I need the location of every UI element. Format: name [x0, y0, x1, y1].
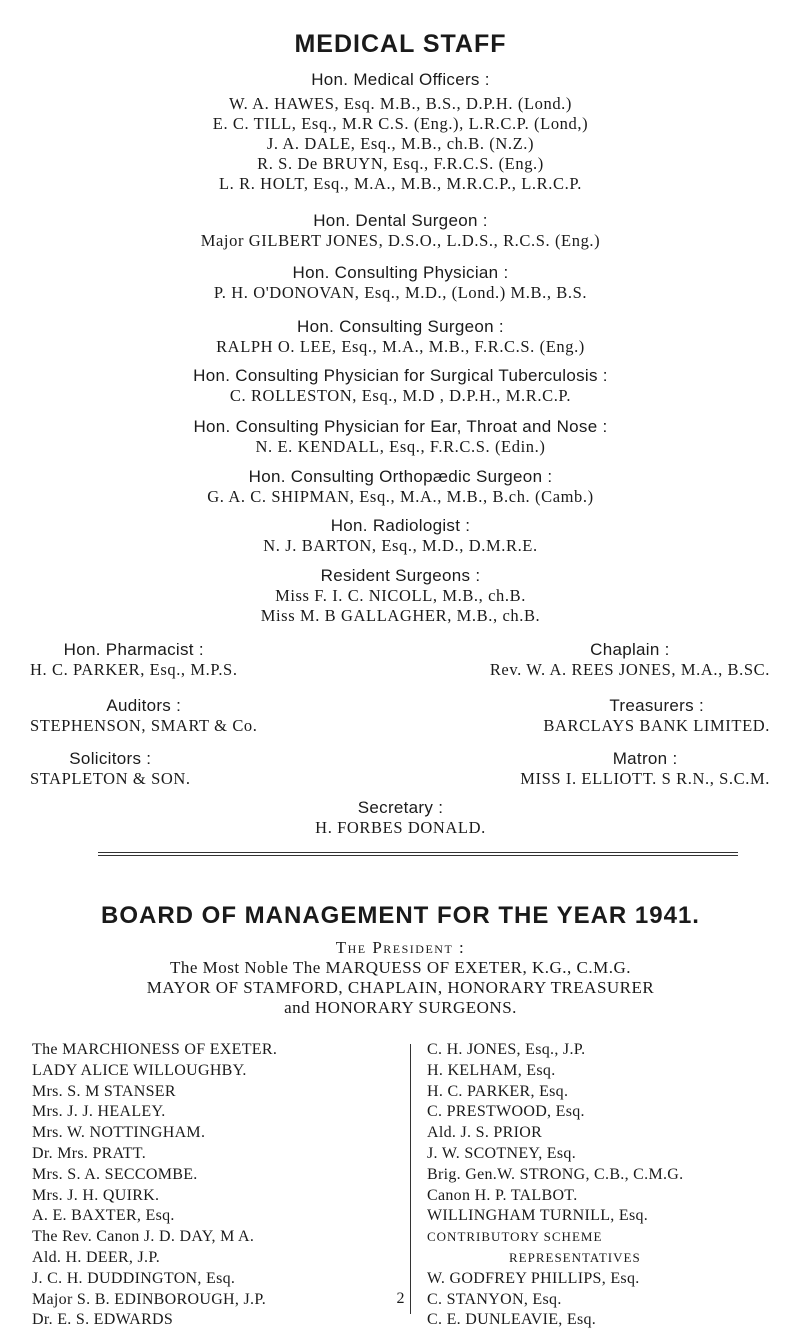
- section-title: Hon. Pharmacist :: [63, 640, 204, 659]
- staff-line: H. C. PARKER, Esq., M.P.S.: [30, 660, 238, 679]
- section-title: Hon. Consulting Physician for Surgical Tuberculosis :: [193, 366, 608, 385]
- board-line: The Most Noble The MARQUESS OF EXETER, K.G., C.M.G.: [169, 958, 632, 977]
- board-members: [32, 1040, 772, 1331]
- contributory-label: REPRESENTATIVES: [509, 1249, 641, 1265]
- section-consulting-physician: [0, 263, 801, 303]
- contributory-label: CONTRIBUTORY SCHEME: [427, 1229, 603, 1245]
- member: The Rev. Canon J. D. DAY, M A.: [32, 1228, 255, 1246]
- member: A. E. BAXTER, Esq.: [32, 1207, 175, 1225]
- member: W. GODFREY PHILLIPS, Esq.: [427, 1269, 640, 1287]
- section-title: Hon. Consulting Orthopædic Surgeon :: [248, 467, 553, 486]
- staff-line: Rev. W. A. REES JONES, M.A., B.SC.: [489, 660, 770, 679]
- member: Mrs. S. A. SECCOMBE.: [32, 1165, 198, 1183]
- section-title: Secretary :: [357, 798, 444, 817]
- section-title: Hon. Dental Surgeon :: [313, 211, 488, 230]
- section-title: Chaplain :: [590, 640, 670, 659]
- page-title: MEDICAL STAFF: [294, 30, 507, 58]
- member: C. PRESTWOOD, Esq.: [427, 1103, 585, 1121]
- section-surgical-tuberculosis: [0, 366, 801, 406]
- member: Mrs. J. J. HEALEY.: [32, 1103, 166, 1121]
- section-dental-surgeon: [0, 211, 801, 251]
- president-label: The President :: [335, 938, 466, 957]
- page-number: 2: [396, 1290, 405, 1307]
- staff-line: G. A. C. SHIPMAN, Esq., M.A., M.B., B.ch. (Camb.): [207, 487, 594, 506]
- pharmacist: [30, 640, 238, 680]
- staff-line: Miss M. B GALLAGHER, M.B., ch.B.: [260, 606, 541, 625]
- divider-rule: [98, 855, 738, 856]
- staff-line: C. ROLLESTON, Esq., M.D , D.P.H., M.R.C.P.: [229, 386, 572, 405]
- section-title: Hon. Medical Officers :: [311, 70, 490, 89]
- chaplain: [490, 640, 770, 680]
- member: Major S. B. EDINBOROUGH, J.P.: [32, 1290, 267, 1308]
- auditors: [30, 696, 258, 736]
- member: Mrs. W. NOTTINGHAM.: [32, 1124, 206, 1142]
- staff-line: MISS I. ELLIOTT. S R.N., S.C.M.: [520, 769, 770, 788]
- divider-rule: [98, 852, 738, 853]
- solicitors: [30, 749, 191, 789]
- section-consulting-surgeon: [0, 317, 801, 357]
- staff-line: H. FORBES DONALD.: [315, 818, 486, 837]
- members-right-column: [427, 1040, 683, 1331]
- member: WILLINGHAM TURNILL, Esq.: [427, 1207, 649, 1225]
- section-title: Resident Surgeons :: [320, 566, 481, 585]
- member: Ald. J. S. PRIOR: [427, 1124, 543, 1142]
- section-ear-throat-nose: [0, 417, 801, 457]
- section-title: Hon. Consulting Physician :: [292, 263, 509, 282]
- section-resident-surgeons: [0, 566, 801, 626]
- section-secretary: [0, 798, 801, 838]
- matron: [520, 749, 770, 789]
- staff-line: P. H. O'DONOVAN, Esq., M.D., (Lond.) M.B., B.S.: [213, 283, 588, 302]
- section-title: Hon. Consulting Physician for Ear, Throat and Nose :: [193, 417, 608, 436]
- member: Mrs. S. M STANSER: [32, 1082, 176, 1100]
- treasurers: [543, 696, 770, 736]
- staff-line: STEPHENSON, SMART & Co.: [30, 716, 258, 735]
- member: The MARCHIONESS OF EXETER.: [32, 1041, 278, 1058]
- section-orthopaedic-surgeon: [0, 467, 801, 507]
- member: Brig. Gen.W. STRONG, C.B., C.M.G.: [427, 1165, 684, 1183]
- member: J. C. H. DUDDINGTON, Esq.: [32, 1269, 236, 1287]
- member: C. E. DUNLEAVIE, Esq.: [427, 1311, 597, 1329]
- board-title: BOARD OF MANAGEMENT FOR THE YEAR 1941.: [101, 902, 700, 929]
- staff-line: Major GILBERT JONES, D.S.O., L.D.S., R.C.S. (Eng.): [200, 231, 601, 250]
- member: H. KELHAM, Esq.: [427, 1061, 556, 1079]
- section-title: Hon. Radiologist :: [330, 516, 471, 535]
- staff-line: N. E. KENDALL, Esq., F.R.C.S. (Edin.): [255, 437, 546, 456]
- pair-pharmacist-chaplain: [30, 640, 770, 680]
- staff-line: J. A. DALE, Esq., M.B., ch.B. (N.Z.): [266, 134, 535, 153]
- member: Canon H. P. TALBOT.: [427, 1186, 578, 1204]
- section-title: Auditors :: [106, 696, 182, 715]
- section-title: Hon. Consulting Surgeon :: [297, 317, 504, 336]
- section-title: Treasurers :: [609, 696, 704, 715]
- staff-line: W. A. HAWES, Esq. M.B., B.S., D.P.H. (Lond.): [228, 94, 573, 113]
- staff-line: E. C. TILL, Esq., M.R C.S. (Eng.), L.R.C.P. (Lond,): [212, 114, 589, 133]
- staff-line: L. R. HOLT, Esq., M.A., M.B., M.R.C.P., L.R.C.P.: [219, 174, 582, 193]
- member: LADY ALICE WILLOUGHBY.: [32, 1061, 247, 1079]
- member: C. STANYON, Esq.: [427, 1290, 562, 1308]
- section-radiologist: [0, 516, 801, 556]
- staff-line: BARCLAYS BANK LIMITED.: [543, 716, 770, 735]
- members-left-column: [32, 1040, 410, 1331]
- pair-solicitors-matron: [30, 749, 770, 789]
- staff-line: N. J. BARTON, Esq., M.D., D.M.R.E.: [263, 536, 538, 555]
- section-title: Solicitors :: [69, 749, 152, 768]
- section-medical-officers: [0, 70, 801, 194]
- pair-auditors-treasurers: [30, 696, 770, 736]
- section-title: Matron :: [612, 749, 678, 768]
- member: J. W. SCOTNEY, Esq.: [427, 1144, 576, 1162]
- board-line: MAYOR OF STAMFORD, CHAPLAIN, HONORARY TREASURER: [146, 978, 655, 997]
- member: H. C. PARKER, Esq.: [427, 1082, 569, 1100]
- member: Dr. Mrs. PRATT.: [32, 1144, 146, 1162]
- staff-line: Miss F. I. C. NICOLL, M.B., ch.B.: [275, 586, 526, 605]
- member: Ald. H. DEER, J.P.: [32, 1248, 161, 1266]
- board-president: [0, 938, 801, 1018]
- staff-line: R. S. De BRUYN, Esq., F.R.C.S. (Eng.): [257, 154, 544, 173]
- member: C. H. JONES, Esq., J.P.: [427, 1041, 586, 1058]
- member: Mrs. J. H. QUIRK.: [32, 1186, 160, 1204]
- member: Dr. E. S. EDWARDS: [32, 1311, 174, 1329]
- staff-line: RALPH O. LEE, Esq., M.A., M.B., F.R.C.S. (Eng.): [216, 337, 585, 356]
- staff-line: STAPLETON & SON.: [30, 769, 191, 788]
- board-line: and HONORARY SURGEONS.: [284, 998, 517, 1017]
- column-divider: [410, 1044, 411, 1314]
